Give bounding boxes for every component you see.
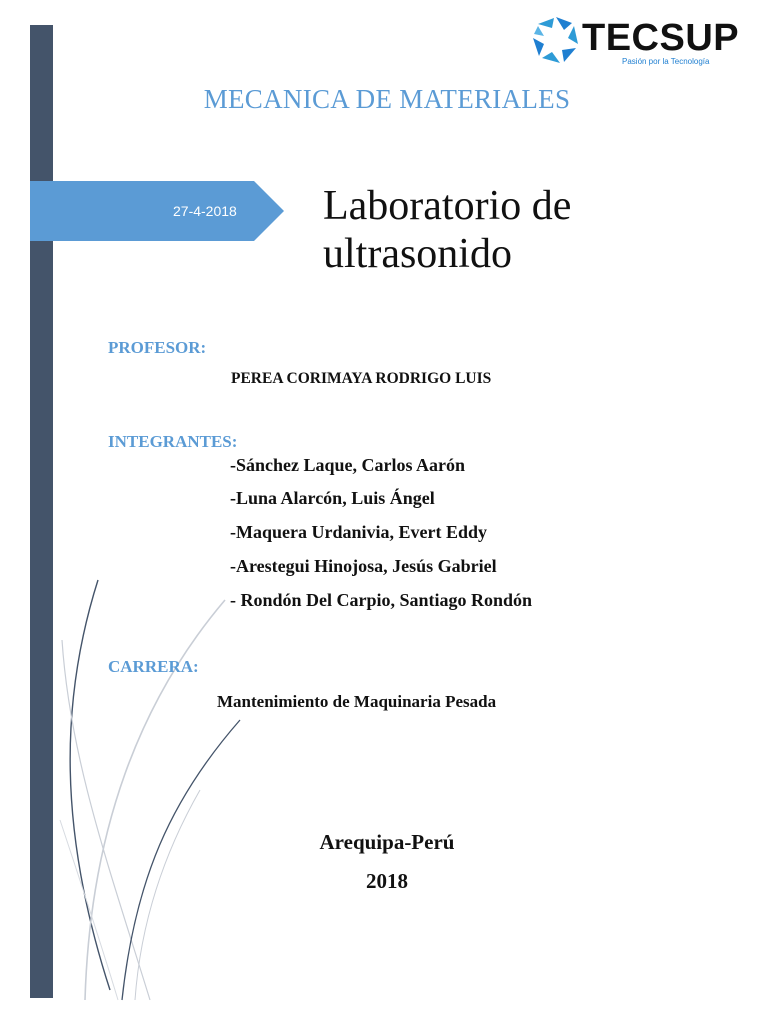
career-label: CARRERA:: [108, 657, 199, 676]
tecsup-logo-icon: [530, 14, 582, 66]
member-item: -Luna Alarcón, Luis Ángel: [230, 488, 435, 508]
date-banner: [30, 181, 284, 241]
lab-title-line2: ultrasonido: [323, 231, 512, 277]
member-item: -Maquera Urdanivia, Evert Eddy: [230, 522, 488, 542]
tecsup-logo-text: TECSUP: [582, 17, 740, 59]
member-item: -Arestegui Hinojosa, Jesús Gabriel: [230, 556, 497, 576]
tecsup-logo: [530, 14, 752, 76]
member-item: - Rondón Del Carpio, Santiago Rondón: [230, 590, 533, 610]
professor-name: PEREA CORIMAYA RODRIGO LUIS: [231, 370, 492, 387]
location-text: Arequipa-Perú: [319, 830, 455, 854]
course-title: MECANICA DE MATERIALES: [203, 84, 571, 114]
members-label: INTEGRANTES:: [108, 432, 238, 451]
year-text: 2018: [366, 869, 408, 893]
date-text: 27-4-2018: [173, 203, 237, 219]
member-item: -Sánchez Laque, Carlos Aarón: [230, 455, 466, 475]
tecsup-tagline: Pasión por la Tecnología: [622, 57, 710, 66]
lab-title: [323, 182, 743, 278]
professor-label: PROFESOR:: [108, 338, 207, 357]
career-name: Mantenimiento de Maquinaria Pesada: [217, 692, 497, 711]
lab-title-line1: Laboratorio de: [323, 183, 572, 229]
